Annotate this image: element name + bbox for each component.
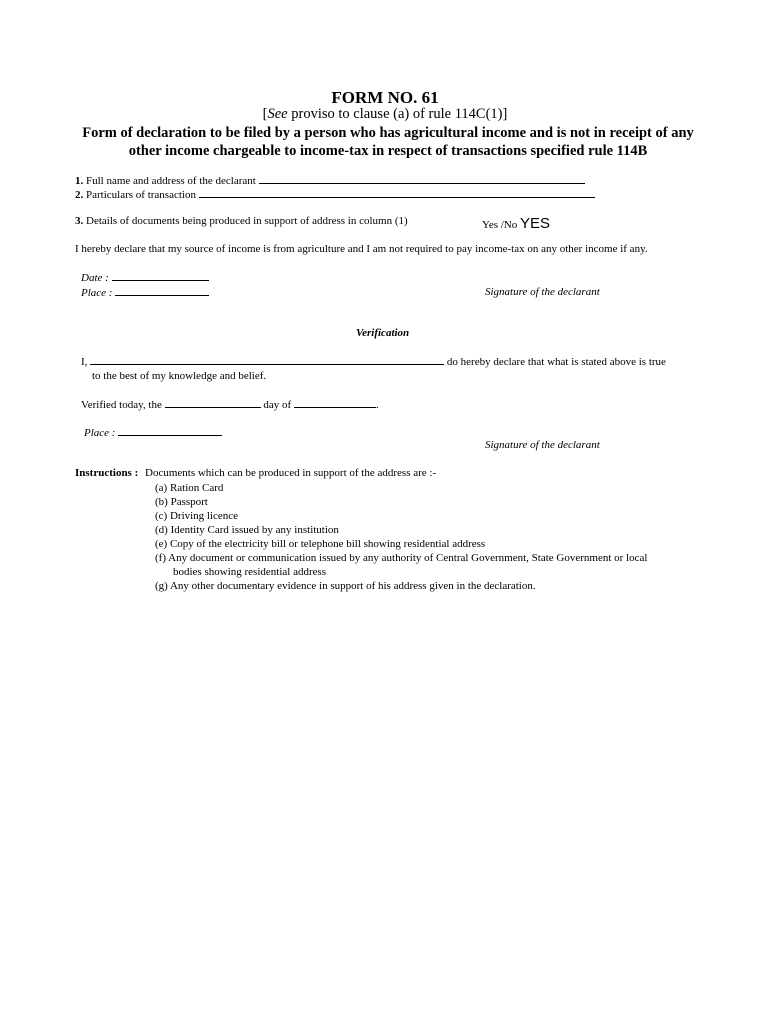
form-subtitle [0,106,770,123]
verified-mid: day of [263,399,292,411]
item2-number: 2. [75,189,84,201]
instruction-item-d: (d) Identity Card issued by any institution [155,524,339,536]
verification-line-2: to the best of my knowledge and belief. [92,370,267,382]
form-heading: Form of declaration to be filed by a person who has agricultural income and is not in receipt of any other income chargeable to income-tax in respect of transactions specified rule 114B [82,125,694,159]
signature-label-1: Signature of the declarant [485,286,600,298]
yes-no-value[interactable]: YES [520,215,551,232]
place-label: Place : [81,287,113,299]
instructions-line [75,467,436,479]
field-documents [75,215,408,227]
verification-suffix: do hereby declare that what is stated above is true [446,356,666,368]
verified-today-line [81,398,379,411]
verified-end: . [375,399,379,411]
instructions-label: Instructions [75,467,132,479]
subtitle-rest: proviso to clause (a) of rule 114C(1)] [287,106,508,122]
date-field [81,271,209,284]
yes-no-field[interactable] [482,215,550,232]
item1-number: 1. [75,175,84,187]
yes-no-label: Yes /No [482,219,518,231]
item1-label: Full name and address of the declarant [83,175,256,187]
item3-label: Details of documents being produced in support of address in column (1) [83,215,408,227]
form-title: FORM NO. 61 [331,88,439,107]
subtitle-open-bracket: [ [262,106,268,122]
date-label: Date : [81,272,109,284]
instruction-item-g: (g) Any other documentary evidence in support of his address given in the declaration. [155,580,536,592]
verification-line-1 [81,355,666,368]
place-field [81,286,209,299]
field-transaction [75,188,595,201]
transaction-blank[interactable] [199,188,595,198]
verification-place-field [84,426,222,439]
verification-place-label: Place : [84,427,116,439]
date-blank[interactable] [112,271,209,281]
verification-heading: Verification [356,327,410,339]
verified-prefix: Verified today, the [81,399,162,411]
verified-month-blank[interactable] [294,398,376,408]
signature-label-2: Signature of the declarant [485,439,600,451]
instruction-item-f: (f) Any document or communication issued by any authority of Central Government, State Government or local [155,552,648,564]
place-blank[interactable] [115,286,209,296]
instruction-item-f-cont: bodies showing residential address [173,566,327,578]
verified-day-blank[interactable] [165,398,261,408]
instructions-intro: Documents which can be produced in support of the address are :- [145,467,437,479]
item3-number: 3. [75,215,84,227]
declarant-name-blank[interactable] [90,355,444,365]
full-name-blank[interactable] [259,174,585,184]
item2-label: Particulars of transaction [83,189,196,201]
instruction-item-b: (b) Passport [155,496,208,508]
field-full-name [75,174,585,187]
declaration-text: I hereby declare that my source of income is from agriculture and I am not required to pay income-tax on any other income if any. [75,243,648,255]
instruction-item-c: (c) Driving licence [155,510,239,522]
verification-prefix: I, [81,356,88,368]
instruction-item-a: (a) Ration Card [155,482,224,494]
verification-place-blank[interactable] [118,426,222,436]
instructions-colon: : [134,467,139,479]
instruction-item-e: (e) Copy of the electricity bill or telephone bill showing residential address [155,538,486,550]
subtitle-see: See [267,106,288,122]
